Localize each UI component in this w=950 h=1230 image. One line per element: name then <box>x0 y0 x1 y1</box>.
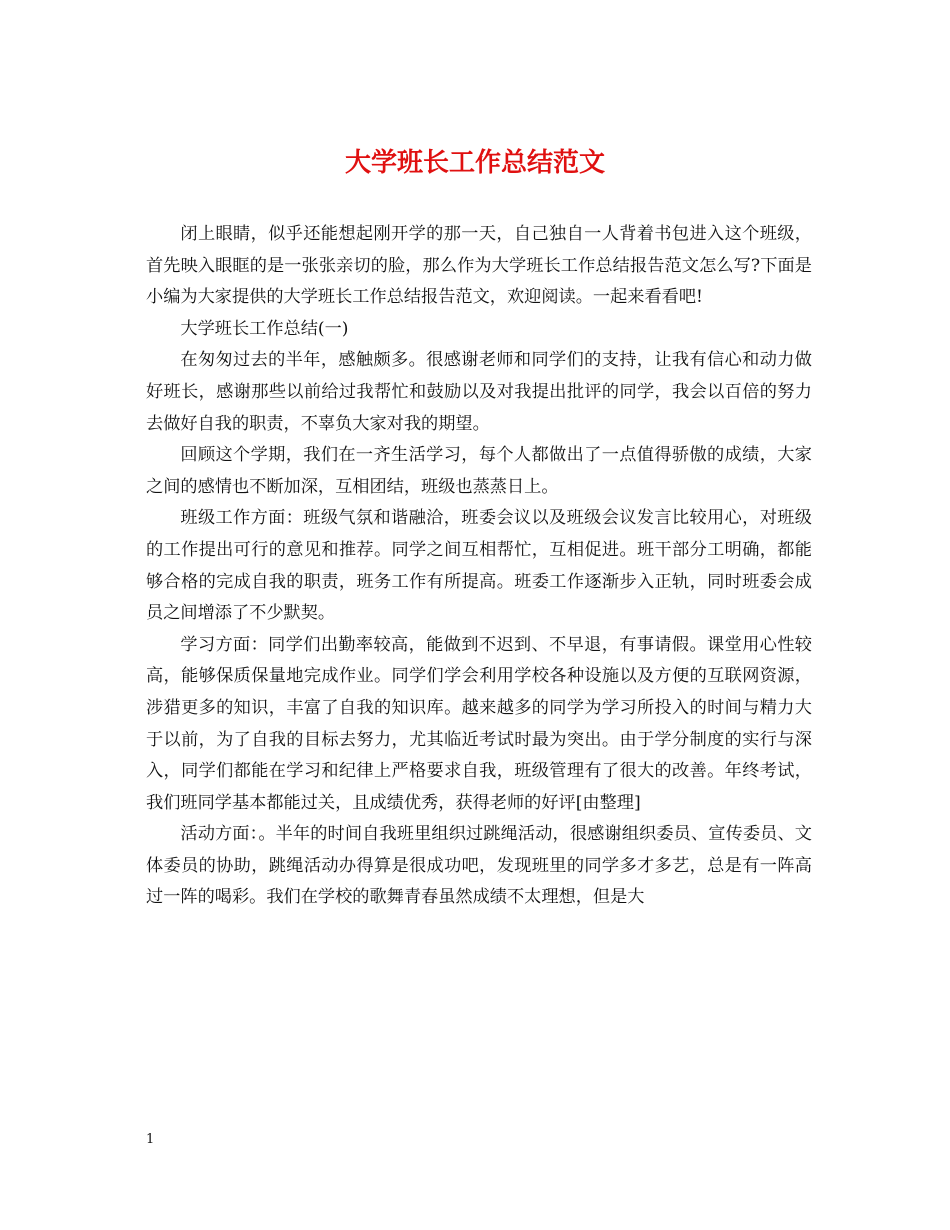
document-title: 大学班长工作总结范文 <box>344 148 605 178</box>
section-heading-1: 大学班长工作总结(一) <box>180 318 349 339</box>
paragraph-feelings: 在匆匆过去的半年，感触颇多。很感谢老师和同学们的支持，让我有信心和动力做好班长，感谢那些以前给过我帮忙和鼓励以及对我提出批评的同学，我会以百倍的努力去做好自我的职责，不辜负大家对我的期望。 <box>146 350 812 434</box>
page-number: 1 <box>146 1132 155 1147</box>
paragraph-review: 回顾这个学期，我们在一齐生活学习，每个人都做出了一点值得骄傲的成绩，大家之间的感情也不断加深，互相团结，班级也蒸蒸日上。 <box>146 445 812 497</box>
paragraph-class-work: 班级工作方面：班级气氛和谐融洽，班委会议以及班级会议发言比较用心，对班级的工作提出可行的意见和推荐。同学之间互相帮忙，互相促进。班干部分工明确，都能够合格的完成自我的职责，班务工作有所提高。班委工作逐渐步入正轨，同时班委会成员之间增添了不少默契。 <box>146 508 812 624</box>
paragraph-study: 学习方面：同学们出勤率较高，能做到不迟到、不早退，有事请假。课堂用心性较高，能够保质保量地完成作业。同学们学会利用学校各种设施以及方便的互联网资源，涉猎更多的知识，丰富了自我的知识库。越来越多的同学为学习所投入的时间与精力大于以前，为了自我的目标去努力，尤其临近考试时最为突出。由于学分制度的实行与深入，同学们都能在学习和纪律上严格要求自我，班级管理有了很大的改善。年终考试，我们班同学基本都能过关，且成绩优秀，获得老师的好评[由整理] <box>146 634 812 813</box>
paragraph-activities: 活动方面：。半年的时间自我班里组织过跳绳活动，很感谢组织委员、宣传委员、文体委员的协助，跳绳活动办得算是很成功吧，发现班里的同学多才多艺，总是有一阵高过一阵的喝彩。我们在学校的歌舞青春虽然成绩不太理想，但是大 <box>146 824 812 908</box>
document-body <box>146 219 812 914</box>
paragraph-intro: 闭上眼睛，似乎还能想起刚开学的那一天，自己独自一人背着书包进入这个班级，首先映入眼眶的是一张张亲切的脸，那么作为大学班长工作总结报告范文怎么写?下面是小编为大家提供的大学班长工作总结报告范文，欢迎阅读。一起来看看吧! <box>146 224 812 308</box>
